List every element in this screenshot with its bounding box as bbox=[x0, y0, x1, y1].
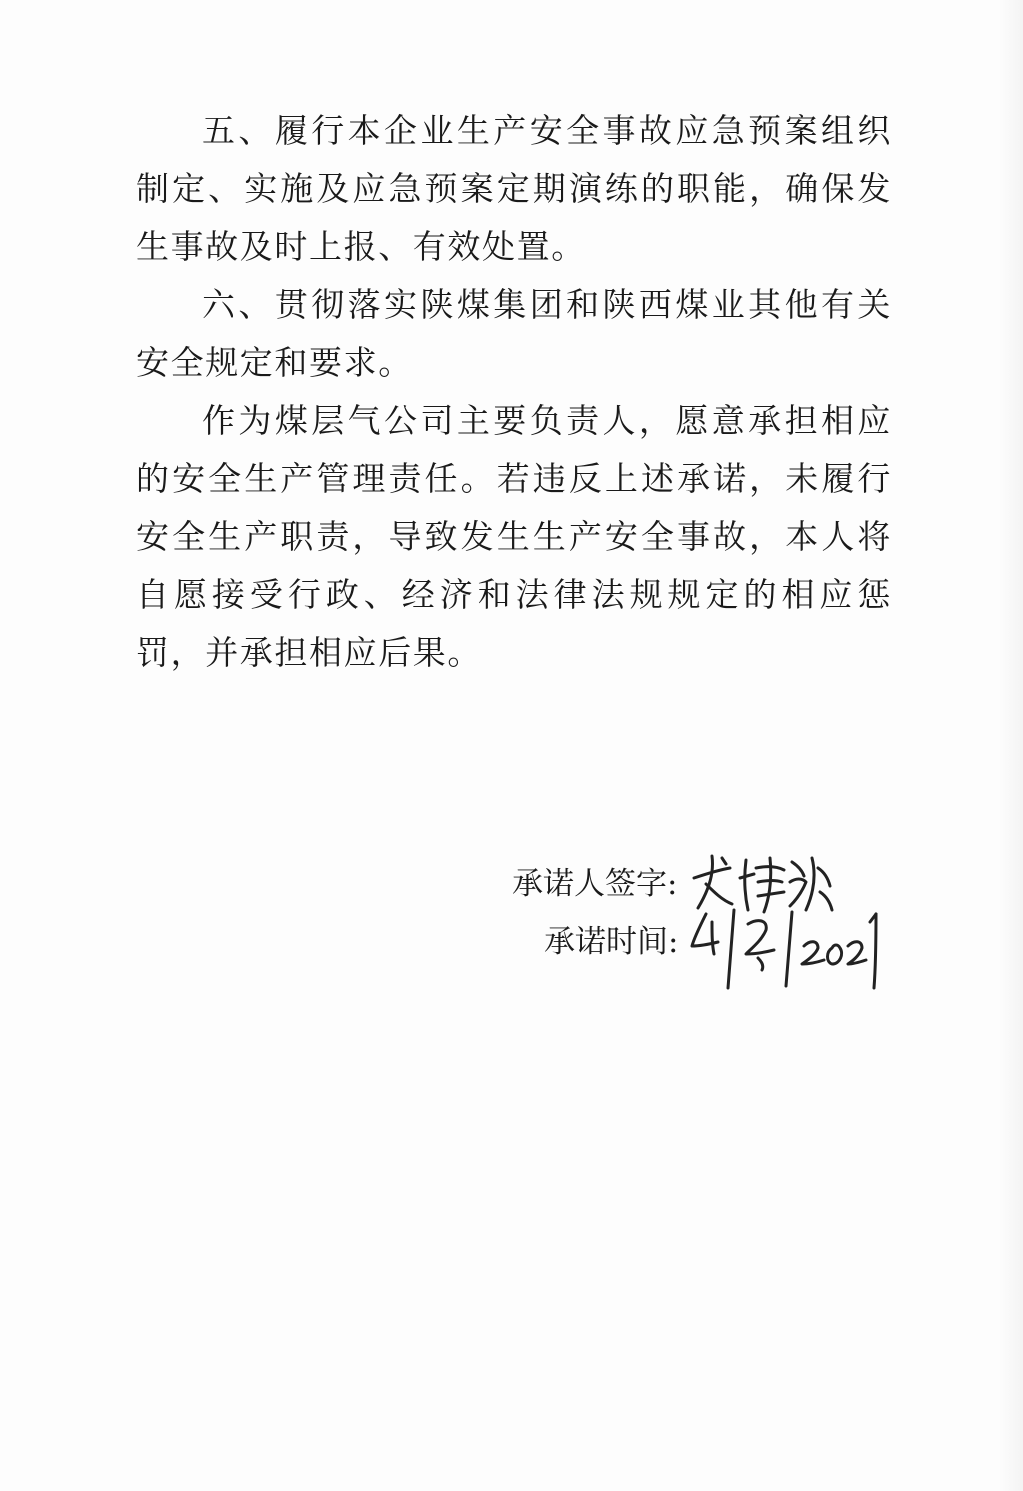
signer-label: 承诺人签字: bbox=[512, 866, 678, 902]
paragraph-commitment: 作为煤层气公司主要负责人，愿意承担相应的安全生产管理责任。若违反上述承诺，未履行安全生产职责，导致发生生产安全事故，本人将自愿接受行政、经济和法律法规规定的相应惩罚，并承担相应后果。 bbox=[136, 401, 892, 672]
paragraph-item-five: 五、履行本企业生产安全事故应急预案组织制定、实施及应急预案定期演练的职能，确保发生事故及时上报、有效处置。 bbox=[136, 111, 892, 266]
paragraph-item-six: 六、贯彻落实陕煤集团和陕西煤业其他有关安全规定和要求。 bbox=[136, 285, 892, 382]
page-edge-shadow bbox=[999, 0, 1023, 1491]
handwritten-date bbox=[688, 908, 888, 990]
document-body bbox=[136, 102, 892, 682]
date-label: 承诺时间: bbox=[544, 924, 679, 960]
